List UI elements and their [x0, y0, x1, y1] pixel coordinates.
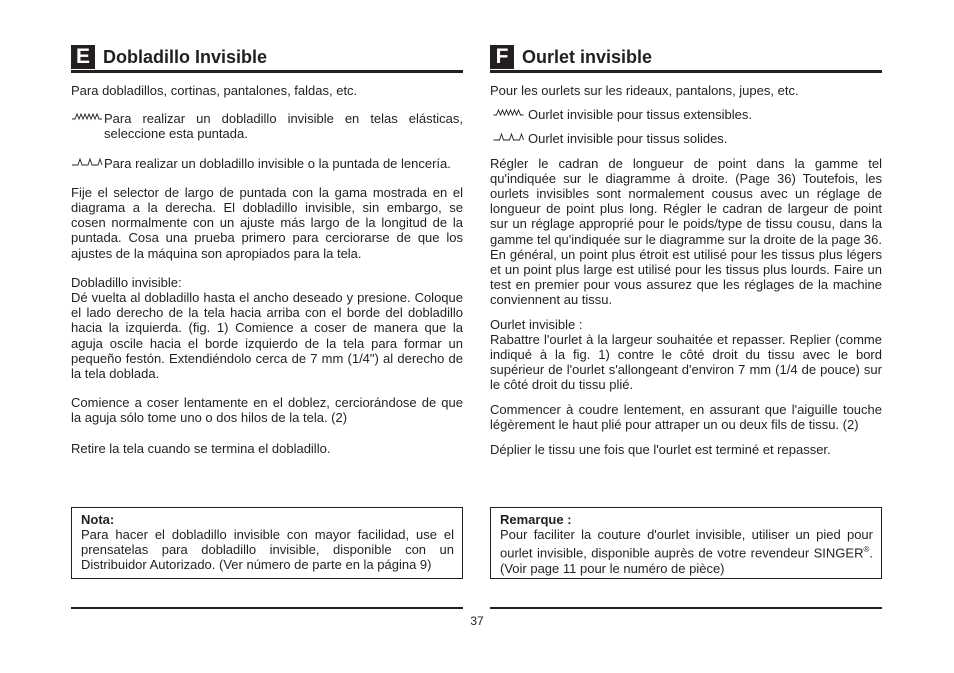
stitch-option-2-f	[490, 131, 882, 146]
spanish-section	[71, 44, 463, 456]
registered-mark: ®	[863, 545, 870, 555]
note-text-e: Para hacer el dobladillo invisible con mayor facilidad, use el prensatelas para dobladillo invisible, disponible con un Distribuidor Autorizado. (Ver número de parte en la página 9)	[81, 527, 454, 573]
stitch-option-1-e	[71, 111, 463, 141]
finish-paragraph-f: Déplier le tissu une fois que l'ourlet est terminé et repasser.	[490, 442, 831, 458]
blind-hem-heading-e: Dobladillo invisible:	[71, 274, 182, 290]
finish-paragraph-e: Retire la tela cuando se termina el dobladillo.	[71, 440, 331, 456]
note-box-e	[71, 507, 463, 579]
footer-rule-right	[490, 607, 882, 609]
section-title-e: Dobladillo Invisible	[103, 47, 268, 67]
stitch-desc-1-f: Ourlet invisible pour tissus extensibles.	[528, 107, 752, 123]
stitch-desc-2-f: Ourlet invisible pour tissus solides.	[528, 131, 728, 147]
footer-rule-left	[71, 607, 463, 609]
note-text-f	[500, 527, 873, 576]
section-title-f: Ourlet invisible	[522, 47, 653, 67]
blind-hem-paragraph-f: Rabattre l'ourlet à la largeur souhaitée et repasser. Replier (comme indiqué à la fig. 1) contre le côté droit du tissu avec le bord supérieur de l'ourlet s'allongeant d'environ 7 mm (1/4 de pouce) sur le côté droit du tissu plié.	[490, 331, 882, 393]
settings-paragraph-f: Régler le cadran de longueur de point dans la gamme tel qu'indiquée sur le diagramme à droite. (Page 36) Toutefois, les ourlets invisibles sont normalement cousus avec un réglage de longueur de point plus long. Régler le cadran de largeur de point sur un réglage approprié pour le poids/type de tissu cousu, dans la gamme tel qu'indiquée sur le diagramme sur la droite de la page 36. En général, un point plus étroit est utilisé pour les tissus plus légers et un point plus large est utilisé pour les tissus plus lourds. Faire un test en premier pour vous assurez que les réglages de la machine conviennent au tissu.	[490, 155, 882, 308]
blind-hem-paragraph-e: Dé vuelta al dobladillo hasta el ancho deseado y presione. Coloque el lado derecho de la tela hacia arriba con el borde del dobladillo hacia la izquierda. (fig. 1) Comience a coser de manera que la aguja oscile hacia el borde izquierdo de la tela para formar un pequeño festón. Extendiéndolo cerca de 7 mm (1/4") al derecho de la tela doblada.	[71, 290, 463, 382]
note-box-f	[490, 507, 882, 579]
section-header-e	[71, 44, 463, 73]
page-number: 37	[470, 614, 484, 628]
intro-text-f: Pour les ourlets sur les rideaux, pantalons, jupes, etc.	[490, 83, 799, 98]
note-text-f-part2: . (Voir page 11 pour le numéro de pièce)	[500, 545, 873, 576]
blind-hem-stitch-icon	[490, 131, 528, 146]
settings-paragraph-e: Fije el selector de largo de puntada con la gama mostrada en el diagrama a la derecha. El dobladillo invisible, sin embargo, se cosen normalmente con un ajuste más largo de la longitud de la puntada. Cosa una prueba primero para cerciorarse de que los ajustes de la máquina son apropiados para la tela.	[71, 184, 463, 261]
section-header-f	[490, 44, 882, 73]
blind-hem-stitch-icon	[71, 156, 104, 171]
stitch-option-1-f	[490, 107, 882, 122]
section-letter-e: E	[71, 45, 95, 69]
french-section	[490, 44, 882, 457]
sew-slowly-paragraph-f: Commencer à coudre lentement, en assurant que l'aiguille touche légèrement le haut plié pour attraper un ou deux fils de tissu. (2)	[490, 401, 882, 432]
stitch-desc-2-e: Para realizar un dobladillo invisible o la puntada de lencería.	[104, 155, 451, 171]
note-title-f: Remarque :	[500, 512, 572, 527]
note-text-f-part1: Pour faciliter la couture d'ourlet invisible, utiliser un pied pour ourlet invisible, disponible auprès de votre revendeur SINGER	[500, 527, 873, 561]
sew-slowly-paragraph-e: Comience a coser lentamente en el doblez, cerciorándose de que la aguja sólo tome uno o dos hilos de la tela. (2)	[71, 395, 463, 426]
stitch-desc-1-e: Para realizar un dobladillo invisible en telas elásticas, seleccione esta puntada.	[104, 111, 463, 142]
stretch-blind-hem-stitch-icon	[71, 111, 104, 126]
stretch-blind-hem-stitch-icon	[490, 107, 528, 122]
stitch-option-2-e	[71, 156, 463, 171]
intro-text-e: Para dobladillos, cortinas, pantalones, faldas, etc.	[71, 83, 358, 98]
blind-hem-heading-f: Ourlet invisible :	[490, 316, 583, 332]
note-title-e: Nota:	[81, 512, 115, 527]
section-letter-f: F	[490, 45, 514, 69]
